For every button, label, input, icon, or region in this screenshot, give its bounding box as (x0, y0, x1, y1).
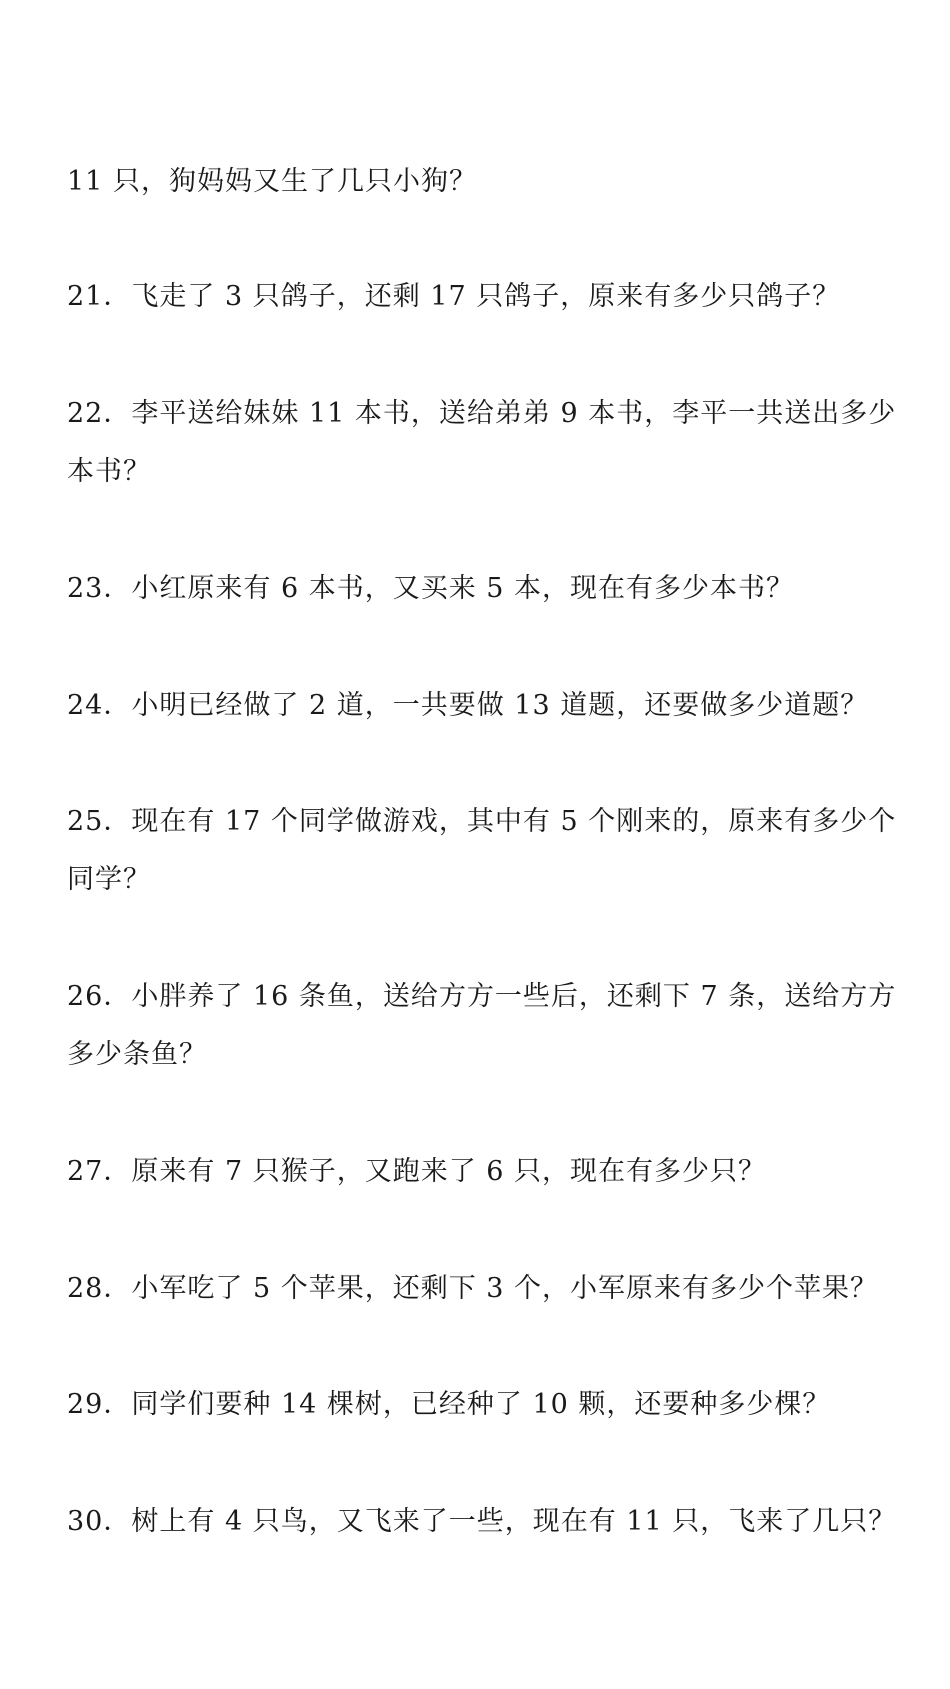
problem-28: 28．小军吃了 5 个苹果，还剩下 3 个，小军原来有多少个苹果？ (67, 1273, 879, 1304)
problem-29: 29．同学们要种 14 棵树，已经种了 10 颗，还要种多少棵？ (67, 1389, 831, 1420)
problem-20-continuation: 11 只，狗妈妈又生了几只小狗？ (67, 166, 477, 197)
problem-27: 27．原来有 7 只猴子，又跑来了 6 只，现在有多少只？ (67, 1156, 767, 1187)
problem-24: 24．小明已经做了 2 道，一共要做 13 道题，还要做多少道题？ (67, 690, 869, 721)
problem-21: 21．飞走了 3 只鸽子，还剩 17 只鸽子，原来有多少只鸽子？ (67, 281, 841, 312)
problem-30: 30．树上有 4 只鸟，又飞来了一些，现在有 11 只，飞来了几只？ (67, 1506, 897, 1537)
problem-22: 22．李平送给妹妹 11 本书，送给弟弟 9 本书，李平一共送出多少本书？ (67, 398, 897, 487)
problem-26: 26．小胖养了 16 条鱼，送给方方一些后，还剩下 7 条，送给方方多少条鱼？ (67, 981, 897, 1070)
problem-25: 25．现在有 17 个同学做游戏，其中有 5 个刚来的，原来有多少个同学？ (67, 806, 897, 895)
problem-23: 23．小红原来有 6 本书，又买来 5 本，现在有多少本书？ (67, 573, 795, 604)
